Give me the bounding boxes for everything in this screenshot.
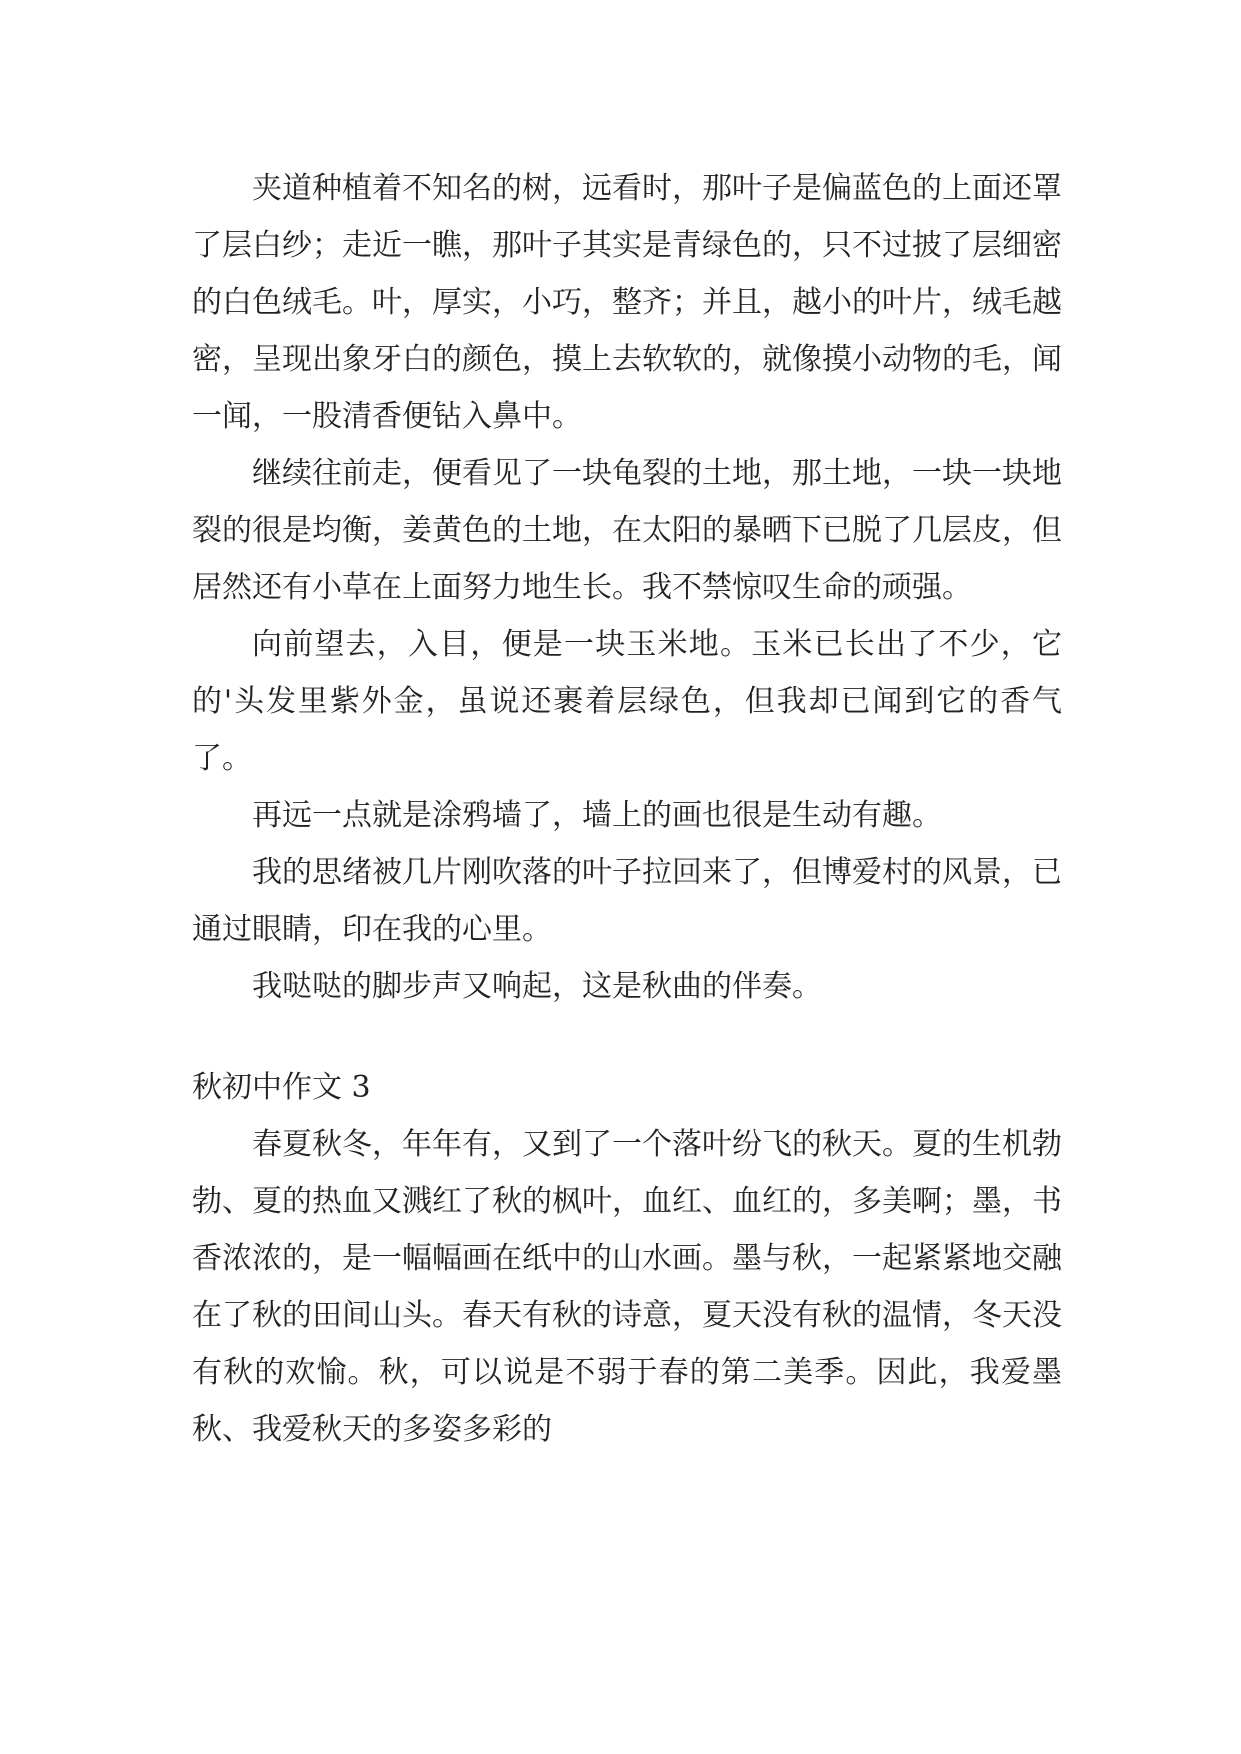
paragraph-four-seasons: 春夏秋冬，年年有，又到了一个落叶纷飞的秋天。夏的生机勃勃、夏的热血又溅红了秋的枫叶，血红、血红的，多美啊；墨，书香浓浓的，是一幅幅画在纸中的山水画。墨与秋，一起紧紧地交融在了秋的田间山头。春天有秋的诗意，夏天没有秋的温情，冬天没有秋的欢愉。秋，可以说是不弱于春的第二美季。因此，我爱墨秋、我爱秋天的多姿多彩的 [192,1127,1062,1447]
paragraph-footsteps: 我哒哒的脚步声又响起，这是秋曲的伴奏。 [252,969,822,1004]
paragraph-thoughts-return: 我的思绪被几片刚吹落的叶子拉回来了，但博爱村的风景，已通过眼睛，印在我的心里。 [192,855,1062,947]
document-page [192,160,1062,1458]
paragraph-roadside-trees: 夹道种植着不知名的树，远看时，那叶子是偏蓝色的上面还罩了层白纱；走近一瞧，那叶子其实是青绿色的，只不过披了层细密的白色绒毛。叶，厚实，小巧，整齐；并且，越小的叶片，绒毛越密，呈现出象牙白的颜色，摸上去软软的，就像摸小动物的毛，闻一闻，一股清香便钻入鼻中。 [192,171,1062,434]
paragraph-corn-field: 向前望去，入目，便是一块玉米地。玉米已长出了不少，它的'头发里紫外金，虽说还裹着层绿色，但我却已闻到它的香气了。 [192,627,1062,776]
paragraph-cracked-land: 继续往前走，便看见了一块龟裂的土地，那土地，一块一块地裂的很是均衡，姜黄色的土地，在太阳的暴晒下已脱了几层皮，但居然还有小草在上面努力地生长。我不禁惊叹生命的顽强。 [192,456,1062,605]
paragraph-graffiti-wall: 再远一点就是涂鸦墙了，墙上的画也很是生动有趣。 [252,798,942,833]
section-title: 秋初中作文 3 [192,1070,371,1105]
